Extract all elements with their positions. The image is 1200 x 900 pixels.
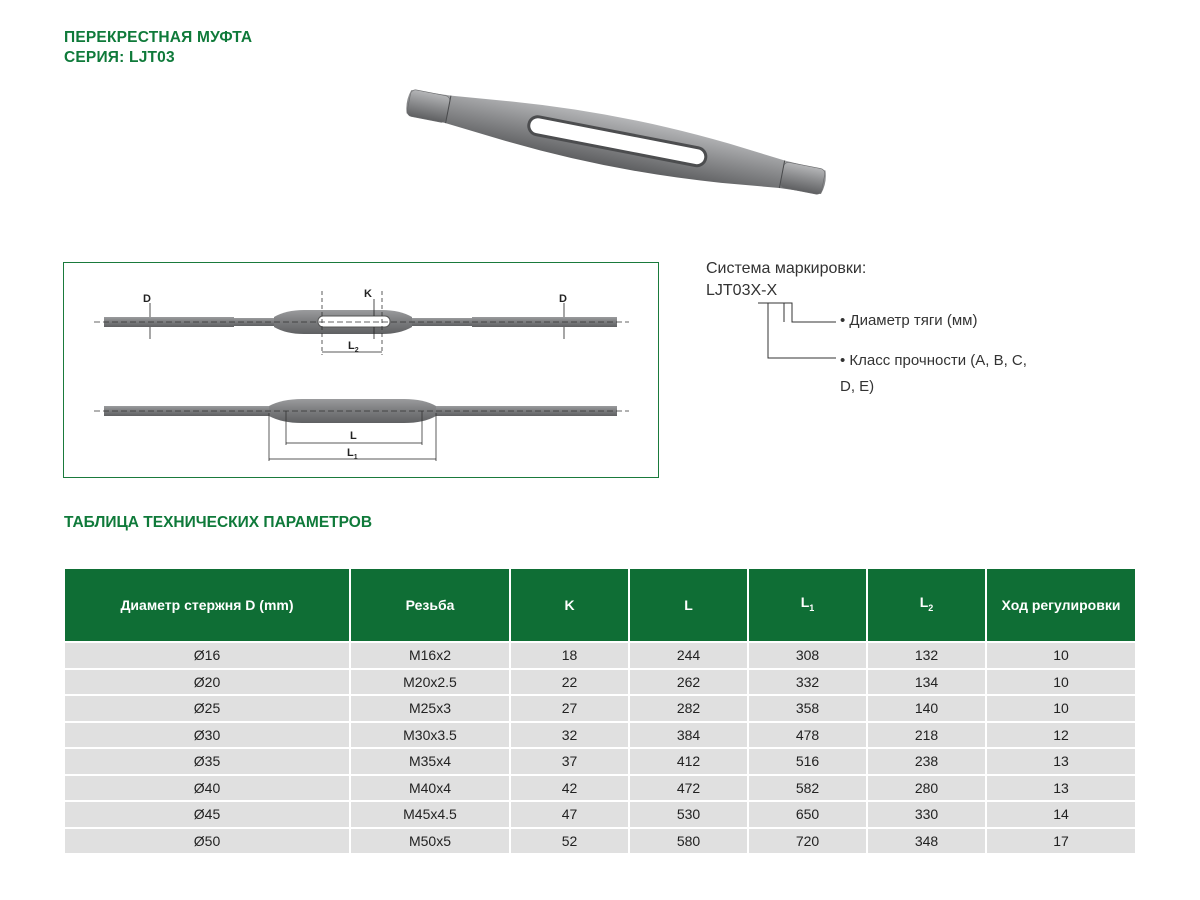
table-cell: 650 [749, 802, 866, 827]
table-cell: 14 [987, 802, 1135, 827]
marking-item-diameter: • Диаметр тяги (мм) [840, 312, 978, 329]
marking-heading: Система маркировки: [706, 260, 867, 277]
table-cell: M50x5 [351, 829, 509, 854]
marking-connector-lines [706, 258, 846, 378]
label-l1: $L_1$ [347, 447, 358, 461]
label-l: L [350, 430, 357, 442]
table-cell: 37 [511, 749, 628, 774]
header-l: L [630, 569, 747, 641]
table-cell: 12 [987, 723, 1135, 748]
parameters-table [63, 567, 1137, 855]
turnbuckle-product-image [395, 88, 835, 218]
table-cell: Ø40 [65, 776, 349, 801]
header-thread: Резьба [351, 569, 509, 641]
table-row [65, 829, 1135, 854]
table-cell: Ø30 [65, 723, 349, 748]
table-cell: 218 [868, 723, 985, 748]
table-title: ТАБЛИЦА ТЕХНИЧЕСКИХ ПАРАМЕТРОВ [64, 514, 373, 531]
table-cell: M25x3 [351, 696, 509, 721]
table-cell: 13 [987, 776, 1135, 801]
technical-drawing [64, 263, 658, 477]
label-d-left: D [143, 293, 151, 305]
table-cell: Ø50 [65, 829, 349, 854]
technical-drawing-panel [63, 262, 659, 478]
marking-code: LJT03X-X [706, 282, 778, 299]
table-cell: 17 [987, 829, 1135, 854]
table-row [65, 643, 1135, 668]
table-cell: 472 [630, 776, 747, 801]
header-l2: $L_2$ [868, 569, 985, 641]
table-cell: 134 [868, 670, 985, 695]
table-cell: M35x4 [351, 749, 509, 774]
page-title [64, 28, 252, 68]
bottom-assembly [94, 399, 629, 461]
table-cell: Ø16 [65, 643, 349, 668]
header-l1: $L_1$ [749, 569, 866, 641]
table-row [65, 749, 1135, 774]
table-cell: Ø35 [65, 749, 349, 774]
table-cell: 330 [868, 802, 985, 827]
table-cell: M30x3.5 [351, 723, 509, 748]
table-cell: 10 [987, 696, 1135, 721]
table-cell: 384 [630, 723, 747, 748]
table-cell: Ø20 [65, 670, 349, 695]
table-cell: 47 [511, 802, 628, 827]
table-cell: 720 [749, 829, 866, 854]
table-cell: 42 [511, 776, 628, 801]
table-cell: 580 [630, 829, 747, 854]
table-cell: 27 [511, 696, 628, 721]
table-cell: M16x2 [351, 643, 509, 668]
title-line-2: СЕРИЯ: LJT03 [64, 49, 175, 66]
table-row [65, 696, 1135, 721]
table-cell: 530 [630, 802, 747, 827]
table-cell: 140 [868, 696, 985, 721]
table-cell: 516 [749, 749, 866, 774]
table-cell: 348 [868, 829, 985, 854]
table-cell: M20x2.5 [351, 670, 509, 695]
label-k: K [364, 288, 372, 300]
table-cell: 32 [511, 723, 628, 748]
top-assembly [94, 288, 629, 355]
label-d-right: D [559, 293, 567, 305]
table-row [65, 776, 1135, 801]
table-cell: 358 [749, 696, 866, 721]
table-cell: 332 [749, 670, 866, 695]
table-row [65, 670, 1135, 695]
header-k: K [511, 569, 628, 641]
table-cell: 282 [630, 696, 747, 721]
table-cell: 244 [630, 643, 747, 668]
table-cell: M45x4.5 [351, 802, 509, 827]
table-cell: 582 [749, 776, 866, 801]
table-cell: 238 [868, 749, 985, 774]
table-cell: 412 [630, 749, 747, 774]
table-cell: 280 [868, 776, 985, 801]
table-cell: Ø45 [65, 802, 349, 827]
table-header-row [65, 569, 1135, 641]
table-cell: 478 [749, 723, 866, 748]
label-l2: $L_2$ [348, 340, 359, 354]
table-row [65, 723, 1135, 748]
table-cell: 18 [511, 643, 628, 668]
table-cell: 22 [511, 670, 628, 695]
header-adjustment: Ход регулировки [987, 569, 1135, 641]
marking-system [706, 258, 1046, 408]
header-diameter: Диаметр стержня D (mm) [65, 569, 349, 641]
table-cell: 10 [987, 643, 1135, 668]
table-cell: 10 [987, 670, 1135, 695]
table-cell: 308 [749, 643, 866, 668]
table-cell: 262 [630, 670, 747, 695]
table-cell: 52 [511, 829, 628, 854]
table-cell: Ø25 [65, 696, 349, 721]
table-cell: 13 [987, 749, 1135, 774]
title-line-1: ПЕРЕКРЕСТНАЯ МУФТА [64, 29, 253, 46]
table-cell: 132 [868, 643, 985, 668]
table-cell: M40x4 [351, 776, 509, 801]
table-row [65, 802, 1135, 827]
marking-item-class: • Класс прочности (A, B, C, D, E) [840, 352, 1027, 395]
